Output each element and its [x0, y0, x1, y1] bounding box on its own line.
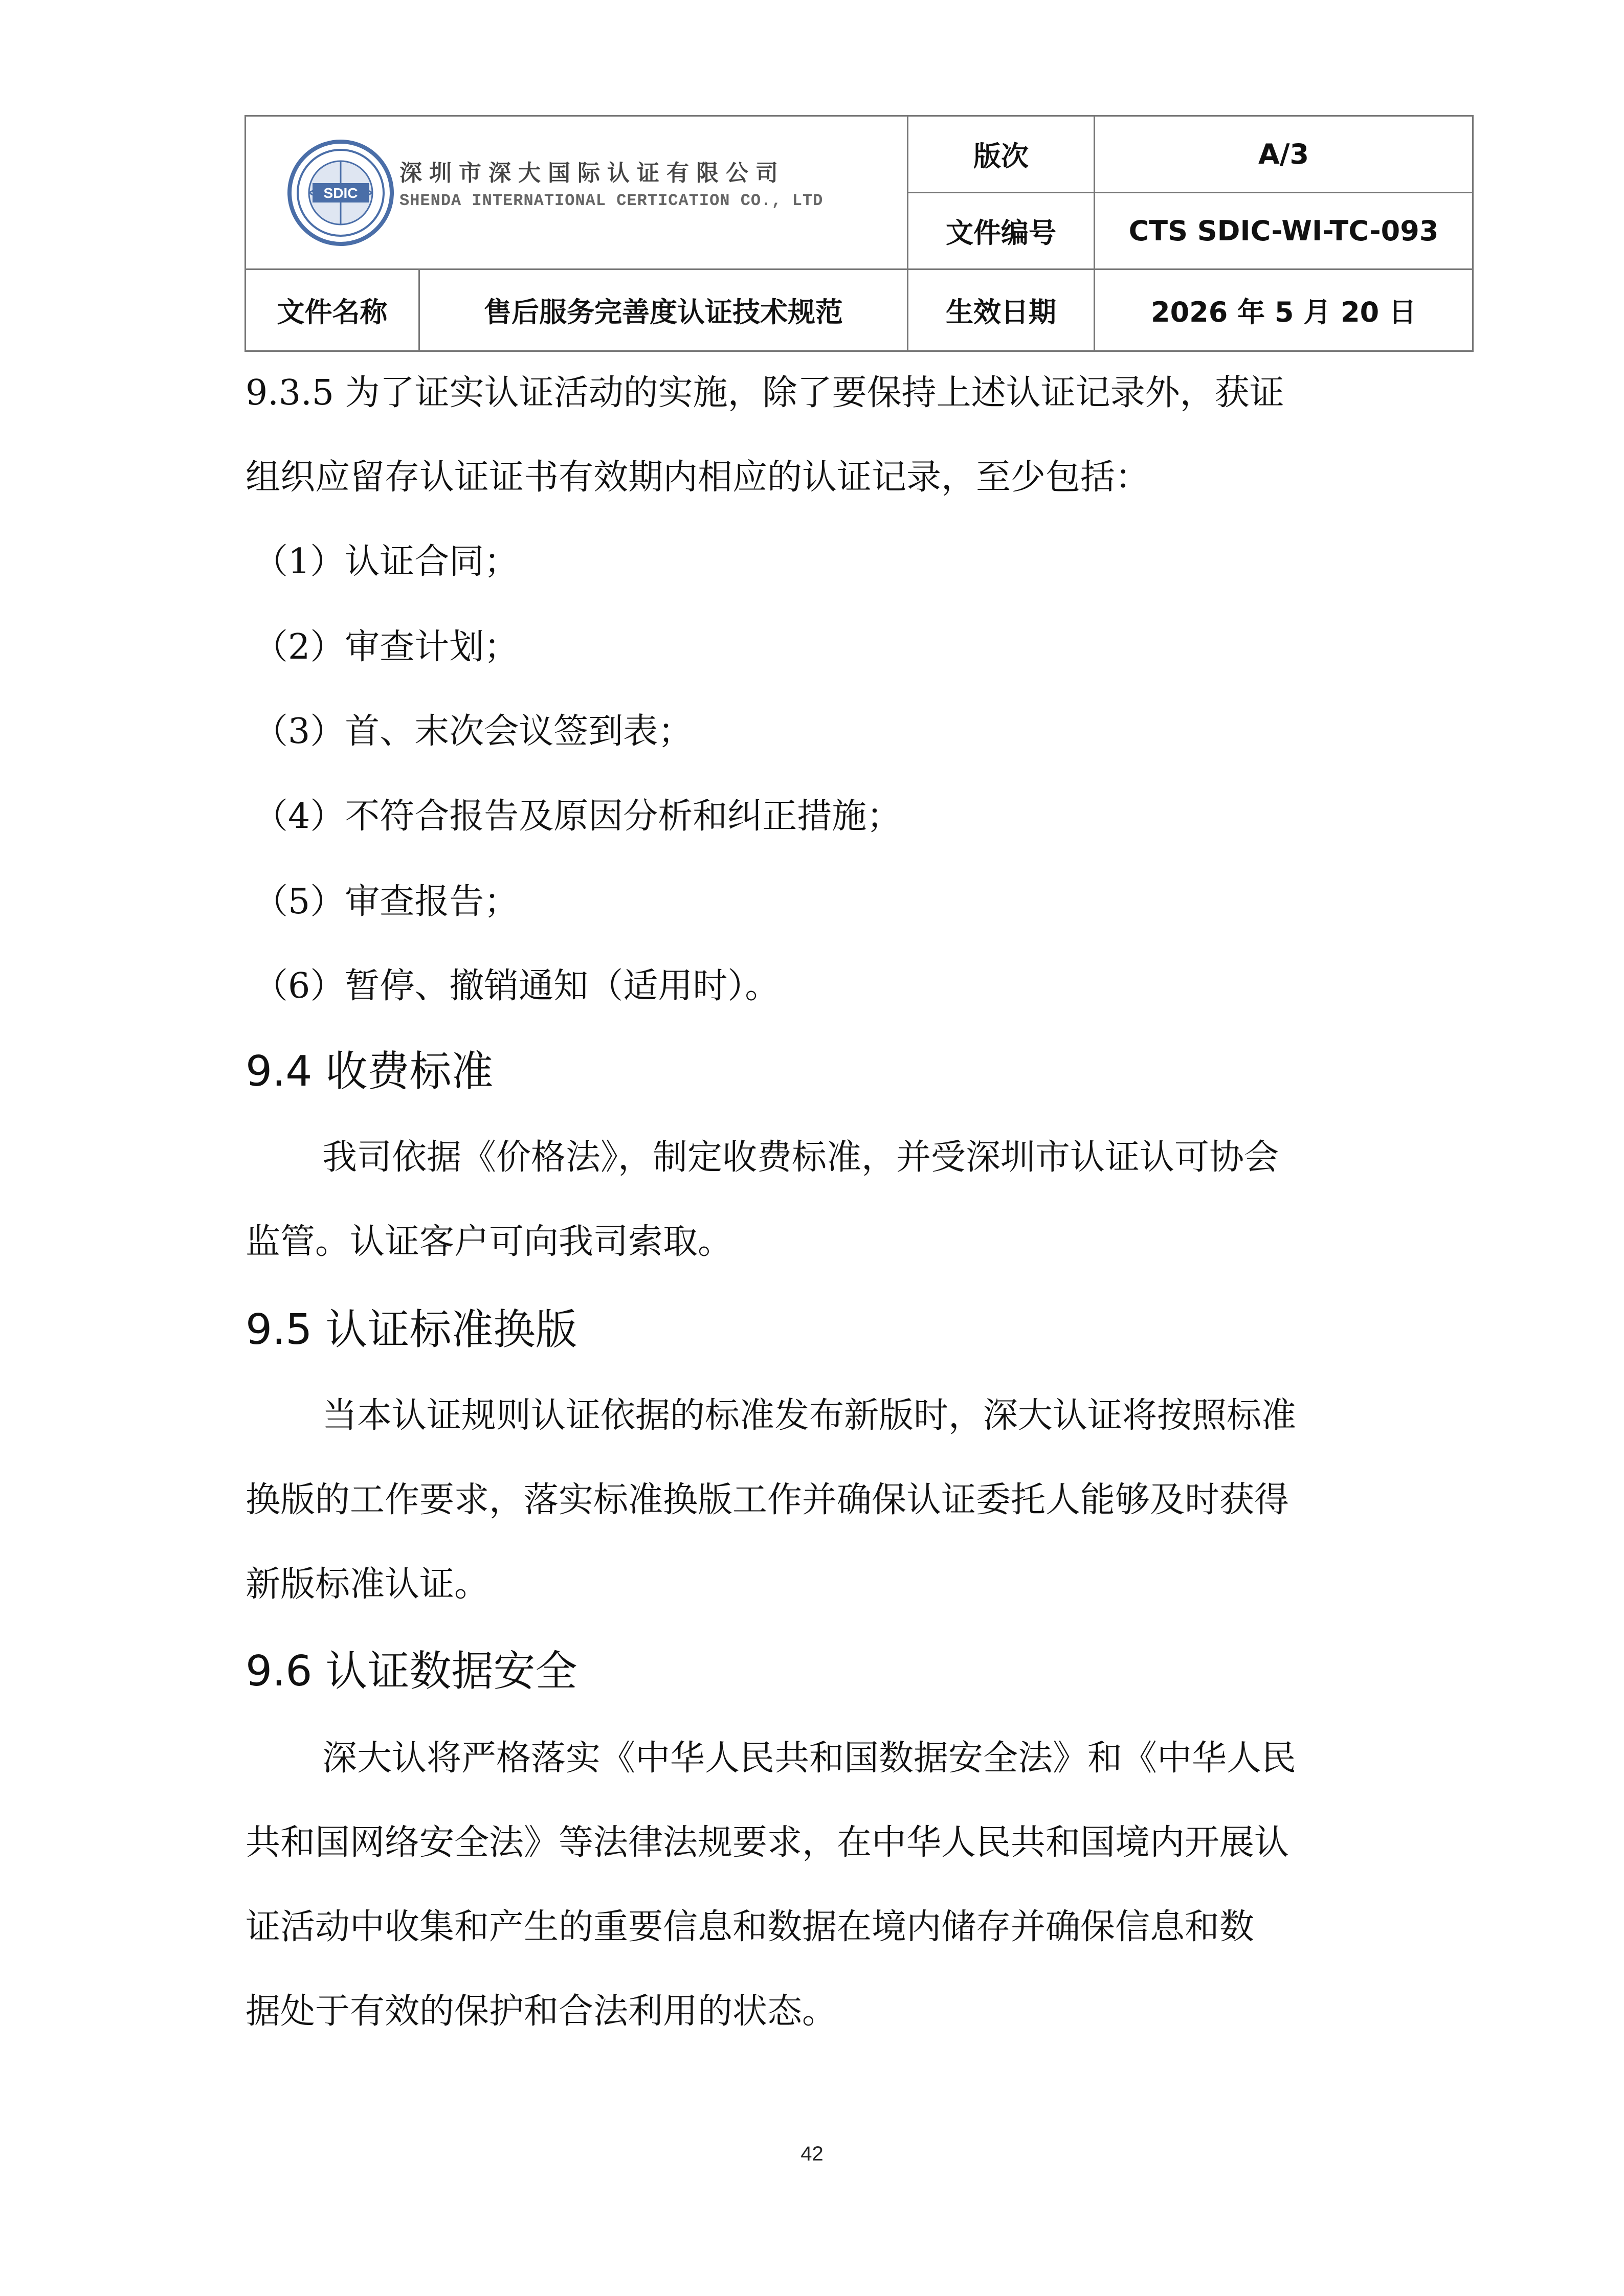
paragraph-line: 共和国网络安全法》等法律法规要求，在中华人民共和国境内开展认	[246, 1822, 1289, 1863]
list-item: （5）审查报告；	[253, 882, 519, 922]
section-heading: 9.6 认证数据安全	[246, 1647, 577, 1696]
docname-label: 文件名称	[246, 269, 419, 351]
paragraph-line: 我司依据《价格法》，制定收费标准，并受深圳市认证认可协会	[322, 1137, 1279, 1178]
list-item: （1）认证合同；	[253, 542, 519, 582]
section-heading: 9.5 认证标准换版	[246, 1305, 577, 1354]
list-item: （4）不符合报告及原因分析和纠正措施；	[253, 796, 902, 837]
paragraph-line: 据处于有效的保护和合法利用的状态。	[246, 1991, 837, 2032]
page-number: 42	[800, 2143, 824, 2165]
docno-label: 文件编号	[908, 193, 1095, 269]
paragraph-line: 当本认证规则认证依据的标准发布新版时，深大认证将按照标准	[322, 1395, 1297, 1436]
paragraph-line: 证活动中收集和产生的重要信息和数据在境内储存并确保信息和数	[246, 1907, 1255, 1947]
paragraph-line: 换版的工作要求，落实标准换版工作并确保认证委托人能够及时获得	[246, 1480, 1289, 1520]
document-header-table	[244, 115, 1472, 350]
paragraph-line: 9.3.5 为了证实认证活动的实施，除了要保持上述认证记录外，获证	[246, 373, 1284, 413]
effective-date-value: 2026 年 5 月 20 日	[1095, 269, 1473, 351]
paragraph-line: 新版标准认证。	[246, 1564, 490, 1605]
list-item: （2）审查计划；	[253, 627, 519, 667]
company-logo-cell	[246, 116, 908, 269]
company-name-en: SHENDA INTERNATIONAL CERTICATION CO., LTD	[399, 191, 824, 210]
edition-label: 版次	[908, 116, 1095, 193]
edition-value: A/3	[1095, 116, 1473, 193]
company-name-cn: 深圳市深大国际认证有限公司	[399, 160, 785, 186]
paragraph-line: 组织应留存认证证书有效期内相应的认证记录，至少包括：	[246, 457, 1150, 498]
paragraph-line: 监管。认证客户可向我司索取。	[246, 1222, 733, 1262]
list-item: （6）暂停、撤销通知（适用时）。	[253, 966, 780, 1006]
company-seal-icon	[287, 139, 394, 246]
docno-value: CTS SDIC-WI-TC-093	[1095, 193, 1473, 269]
section-heading: 9.4 收费标准	[246, 1047, 494, 1096]
list-item: （3）首、末次会议签到表；	[253, 711, 693, 752]
effective-date-label: 生效日期	[908, 269, 1095, 351]
docname-value: 售后服务完善度认证技术规范	[419, 269, 908, 351]
logo-text: SDIC	[323, 185, 358, 201]
paragraph-line: 深大认将严格落实《中华人民共和国数据安全法》和《中华人民	[322, 1738, 1297, 1779]
